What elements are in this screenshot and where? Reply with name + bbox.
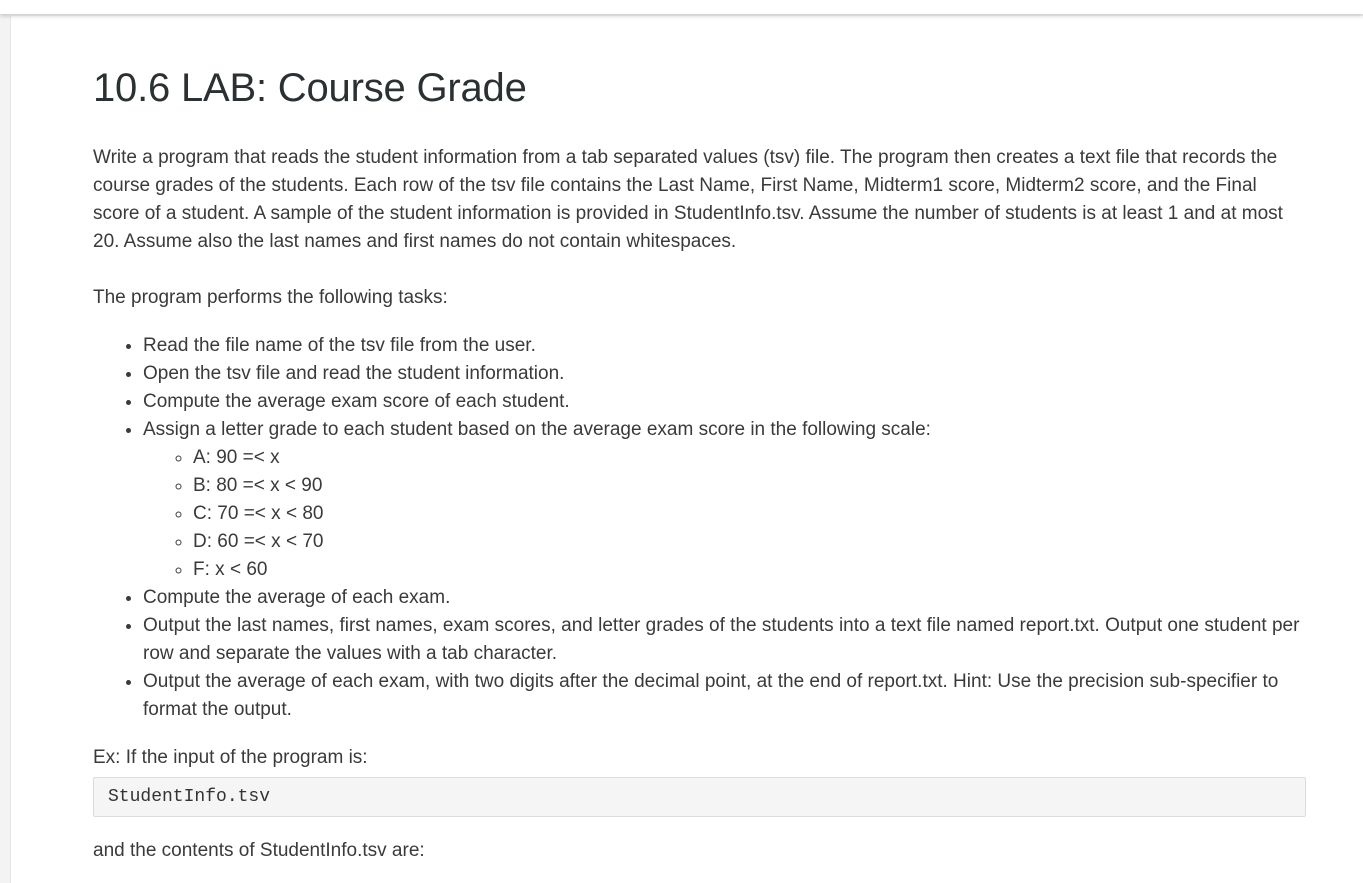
page-title: 10.6 LAB: Course Grade (93, 66, 527, 110)
example-label: Ex: If the input of the program is: (93, 747, 368, 768)
scale-item: ◦ D: 60 =< x < 70 (193, 528, 1313, 556)
grade-scale-list (143, 444, 1313, 584)
scale-item: ◦ B: 80 =< x < 90 (193, 472, 1313, 500)
task-item-label: Assign a letter grade to each student based on the average exam score in the following scale: (143, 419, 931, 440)
scale-item: ◦ F: x < 60 (193, 556, 1313, 584)
task-item: • Compute the average of each exam. (143, 584, 1313, 612)
contents-label: and the contents of StudentInfo.tsv are: (93, 840, 425, 861)
task-item: • Read the file name of the tsv file from the user. (143, 332, 1313, 360)
tasks-intro: The program performs the following tasks: (93, 287, 448, 308)
scale-item: ◦ A: 90 =< x (193, 444, 1313, 472)
task-item: • Output the average of each exam, with two digits after the decimal point, at the end of report.txt. Hint: Use the precision sub-specifier to format the output. (143, 668, 1313, 724)
top-bar (0, 0, 1363, 14)
task-item: • Output the last names, first names, exam scores, and letter grades of the students into a text file named report.txt. Output one student per row and separate the values with a tab character. (143, 612, 1313, 668)
intro-paragraph: Write a program that reads the student information from a tab separated values (tsv) file. The program then creates a text file that records the course grades of the students. Each row of the tsv file contains the Last Name, First Name, Midterm1 score, Midterm2 score, and the Final score of a student. A sample of the student information is provided in StudentInfo.tsv. Assume the number of students is at least 1 and at most 20. Assume also the last names and first names do not contain whitespaces. (93, 147, 1283, 252)
lab-page (10, 16, 1363, 883)
scale-item: ◦ C: 70 =< x < 80 (193, 500, 1313, 528)
task-item: • Open the tsv file and read the student information. (143, 360, 1313, 388)
task-item-grade-scale (143, 416, 1313, 584)
example-input-code: StudentInfo.tsv (93, 777, 1306, 817)
task-item: • Compute the average exam score of each student. (143, 388, 1313, 416)
task-list (93, 332, 1313, 724)
